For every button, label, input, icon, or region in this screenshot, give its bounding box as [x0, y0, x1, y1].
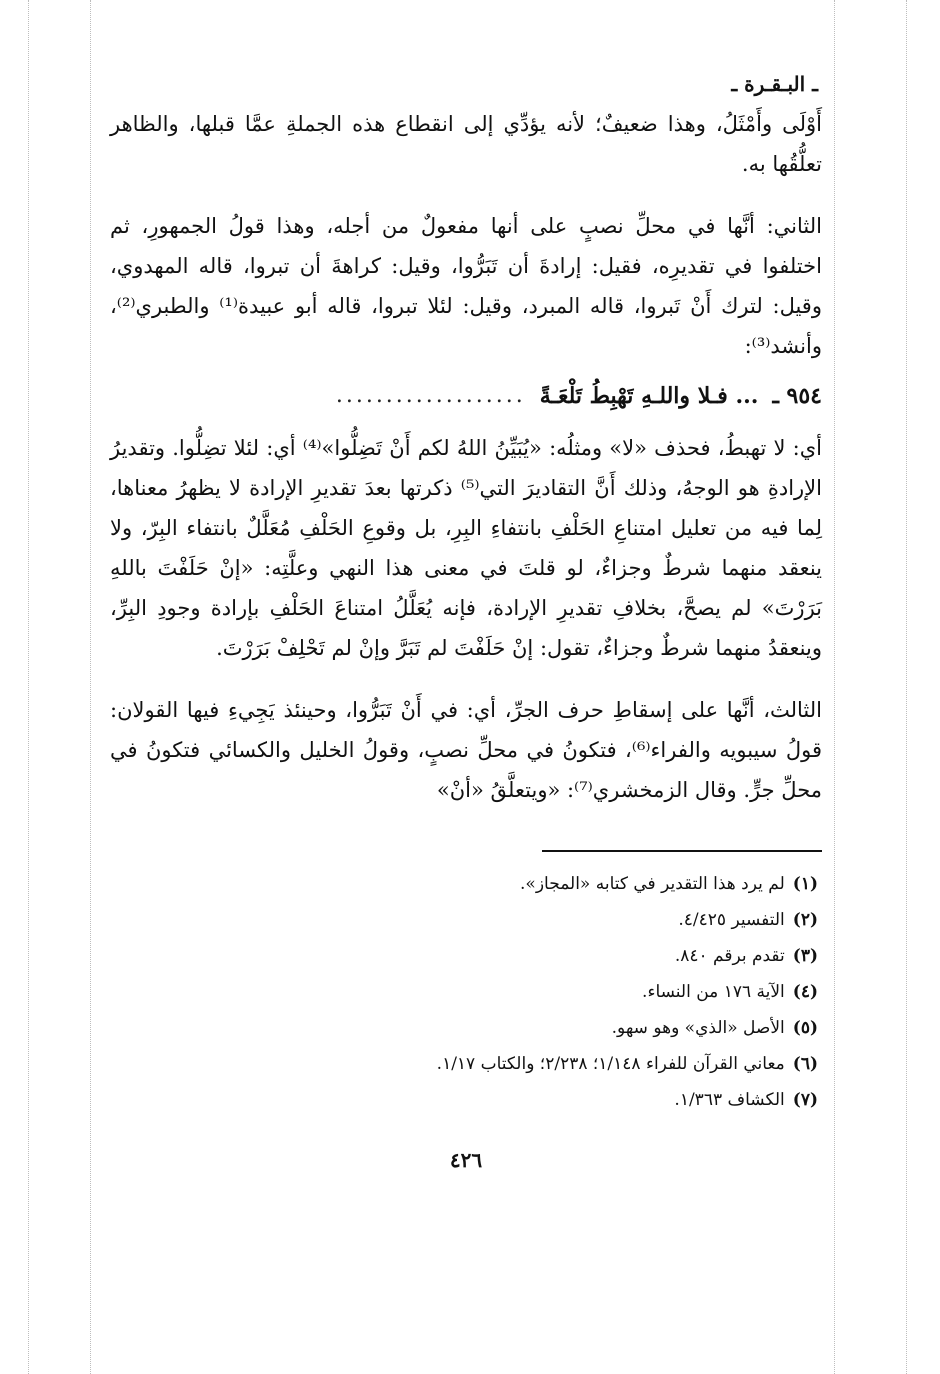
verse-number: ٩٥٤ ـ — [772, 383, 822, 409]
footnote-text: الكشاف ١/٣٦٣. — [674, 1090, 785, 1110]
paragraph-third-opinion: الثالث، أنَّها على إسقاطِ حرف الجرِّ، أي: في أَنْ تَبَرُّوا، وحينئذ يَجِيءِ فيها القولان: قولُ سيبويه والفراء⁽⁶⁾، فتكونُ في محلِّ نصبٍ، وقولُ الخليل والكسائي فتكونُ في محلِّ جرٍّ. وقال الزمخشري⁽⁷⁾: «ويتعلَّقُ «أنْ» — [110, 698, 823, 802]
margin-guide-line — [28, 0, 29, 1374]
footnote-text: لم يرد هذا التقدير في كتابه «المجاز». — [520, 874, 785, 894]
footnote-separator — [542, 850, 822, 852]
paragraph-continuation: أَوْلَى وأَمْثَلُ، وهذا ضعيفٌ؛ لأنه يؤدِّي إلى انقطاع هذه الجملةِ عمَّا قبلها، والظاهر تعلُّقُها به. — [110, 112, 822, 176]
footnote-text: الآية ١٧٦ من النساء. — [642, 982, 785, 1002]
book-page — [110, 70, 822, 1172]
footnote-item — [110, 902, 818, 938]
paragraph-second-opinion: الثاني: أنَّها في محلِّ نصبٍ على أنها مفعولٌ من أجله، وهذا قولُ الجمهورِ، ثم اختلفوا في تقديرِه، فقيل: إرادةَ أن تَبَرُّوا، وقيل: كراهةَ أن تبروا، قاله المهدوي، وقيل: لترك أَنْ تَبروا، قاله المبرد، وقيل: لئلا تبروا، قاله أبو عبيدة⁽¹⁾ والطبري⁽²⁾، وأنشد⁽³⁾: — [110, 214, 822, 358]
verse-ellipsis: ................... — [335, 383, 526, 408]
footnote-number: (٦) — [792, 1054, 818, 1074]
footnote-text: معاني القرآن للفراء ١/١٤٨؛ ٢/٢٣٨؛ والكتاب ١/١٧. — [436, 1054, 785, 1074]
paragraph-explanation: أي: لا تهبطُ، فحذف «لا» ومثلُه: «يُبَيِّنُ اللهُ لكم أَنْ تَضِلُّوا»⁽⁴⁾ أي: لئلا تضِلُّوا. وتقديرُ الإرادةِ هو الوجهُ، وذلك أَنَّ التقاديرَ التي⁽⁵⁾ ذكرتها بعدَ تقديرِ الإرادة لا يظهرُ معناها، لِما فيه من تعليل امتناعِ الحَلْفِ بانتفاءِ البِرِ، بل وقوعِ الحَلْفِ مُعَلَّلٌ بانتفاء البِرّ، ولا ينعقد منهما شرطٌ وجزاءٌ، لو قلتَ في معنى هذا النهي وعلَّتِه: «إنْ حَلَفْتَ باللهِ بَرَرْتَ» لم يصحَّ، بخلافِ تقديرِ الإرادة، فإنه يُعَلَّلُ امتناعَ الحَلْفِ بإرادة وجودِ البِرِّ، وينعقدُ منهما شرطٌ وجزاءٌ، تقول: إنْ حَلَفْتَ لم تَبَرَّ وإنْ لم تَحْلِفْ بَرَرْتَ. — [110, 436, 822, 660]
footnote-item — [110, 974, 818, 1010]
footnote-number: (١) — [792, 874, 818, 894]
footnote-number: (٢) — [792, 910, 818, 930]
margin-guide-line — [834, 0, 835, 1374]
footnote-item — [110, 1046, 818, 1082]
poetry-verse — [110, 374, 822, 418]
footnote-number: (٥) — [792, 1018, 818, 1038]
footnote-item — [110, 1082, 818, 1118]
footnote-text: التفسير ٤/٤٢٥. — [678, 910, 785, 930]
footnote-item — [110, 866, 818, 902]
footnotes-list — [110, 866, 822, 1118]
footnote-item — [110, 938, 818, 974]
footnote-number: (٧) — [792, 1090, 818, 1110]
page-number: ٤٢٦ — [449, 1148, 483, 1172]
footnote-text: تقدم برقم ٨٤٠. — [674, 946, 785, 966]
footnote-item — [110, 1010, 818, 1046]
verse-text: ... فـلا واللـهِ تَهْبِطُ تَلْعَـةً — [539, 383, 759, 409]
footnote-number: (٣) — [792, 946, 818, 966]
running-header: ـ البـقـرة ـ — [731, 72, 818, 96]
footnote-text: الأصل «الذي» وهو سهو. — [611, 1018, 785, 1038]
margin-guide-line — [906, 0, 907, 1374]
footnote-number: (٤) — [792, 982, 818, 1002]
margin-guide-line — [90, 0, 91, 1374]
